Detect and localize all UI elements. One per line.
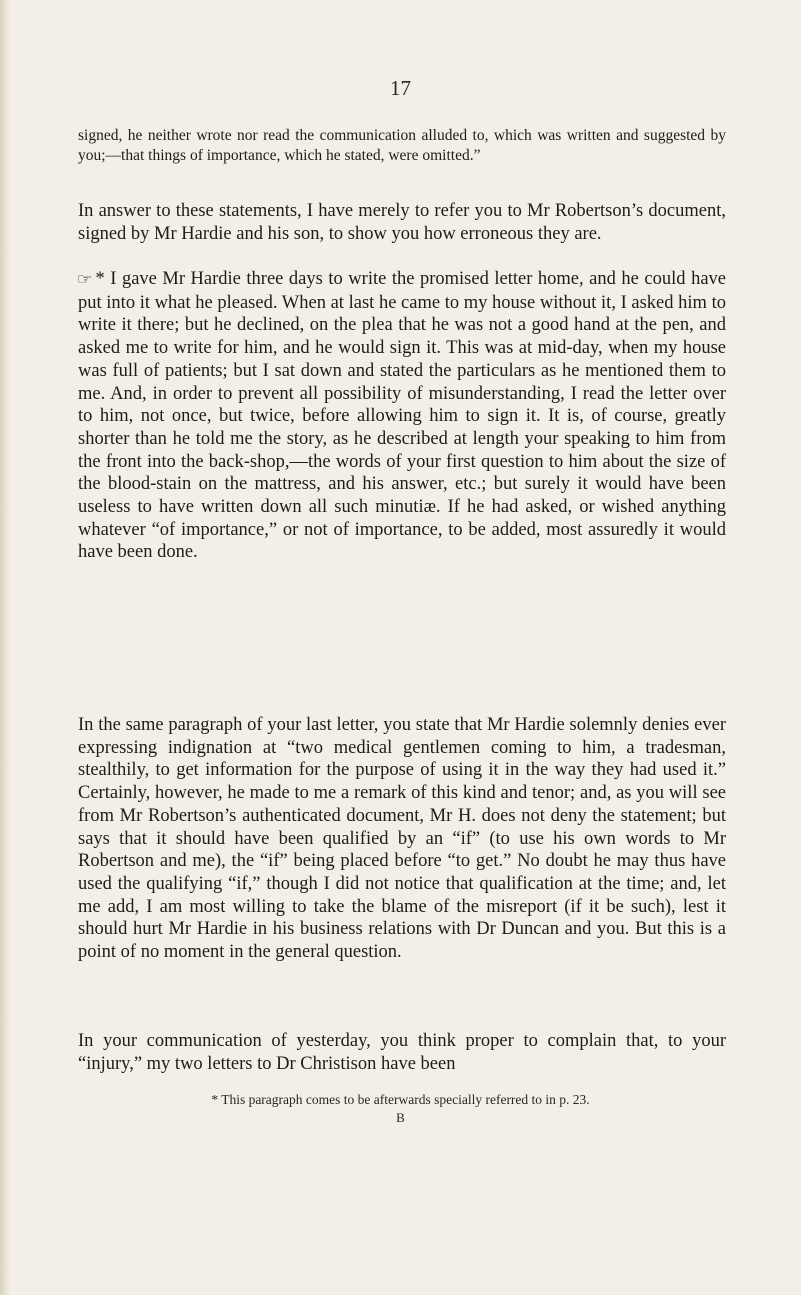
quoted-passage: signed, he neither wrote nor read the communication alluded to, which was written and suggested by you;—that things of importance, which he stated, were omitted.”	[78, 127, 726, 164]
footnote: * This paragraph comes to be afterwards specially referred to in p. 23.	[211, 1092, 590, 1107]
paragraph-3: In the same paragraph of your last letter, you state that Mr Hardie solemnly denies ever expressing indignation at “two medical gentlemen coming to him, a tradesman, stealthily, to get information for the purpose of using it in the way they had used it.” Certainly, however, he made to me a remark of this kind and tenor; and, as you will see from Mr Robertson’s authenticated document, Mr H. does not deny the statement; but says that it should have been qualified by an “if” (to use his own words to Mr Robertson and me), the “if” being placed before “to get.” No doubt he may thus have used the qualifying “if,” though I did not notice that qualification at the time; and, let me add, I am most willing to take the blame of the misreport (if it be such), lest it should hurt Mr Hardie in his business relations with Dr Duncan and you. But this is a point of no moment in the general question.	[78, 715, 726, 963]
pointing-hand-icon: ☞	[76, 272, 93, 288]
paragraph-4: In your communication of yesterday, you think proper to complain that, to your “injury,” my two letters to Dr Christison have been	[78, 1031, 726, 1074]
paragraph-1: In answer to these statements, I have merely to refer you to Mr Robertson’s document, signed by Mr Hardie and his son, to show you how erroneous they are.	[78, 201, 726, 244]
paragraph-2	[78, 268, 726, 564]
paragraph-2-text: * I gave Mr Hardie three days to write the promised letter home, and he could have put into it what he pleased. When at last he came to my house without it, I asked him to write it there; but he declined, on the plea that he was not a good hand at the pen, and asked me to write for him, and he would sign it. This was at mid-day, when my house was full of patients; but I sat down and stated the particulars as he mentioned them to me. And, in order to prevent all possibility of misunderstanding, I read the letter over to him, not once, but twice, before allowing him to sign it. It is, of course, greatly shorter than he told me the story, as he described at length your speaking to him from the front into the back-shop,—the words of your first question to him about the size of the blood-stain on the mattress, and his answer, etc.; but surely it would have been useless to have written down all such minutiæ. If he had asked, or wished anything whatever “of importance,” or not of importance, to be added, most assuredly it would have been done.	[78, 269, 726, 563]
signature-mark: B	[396, 1110, 405, 1125]
page-number: 17	[390, 76, 411, 100]
